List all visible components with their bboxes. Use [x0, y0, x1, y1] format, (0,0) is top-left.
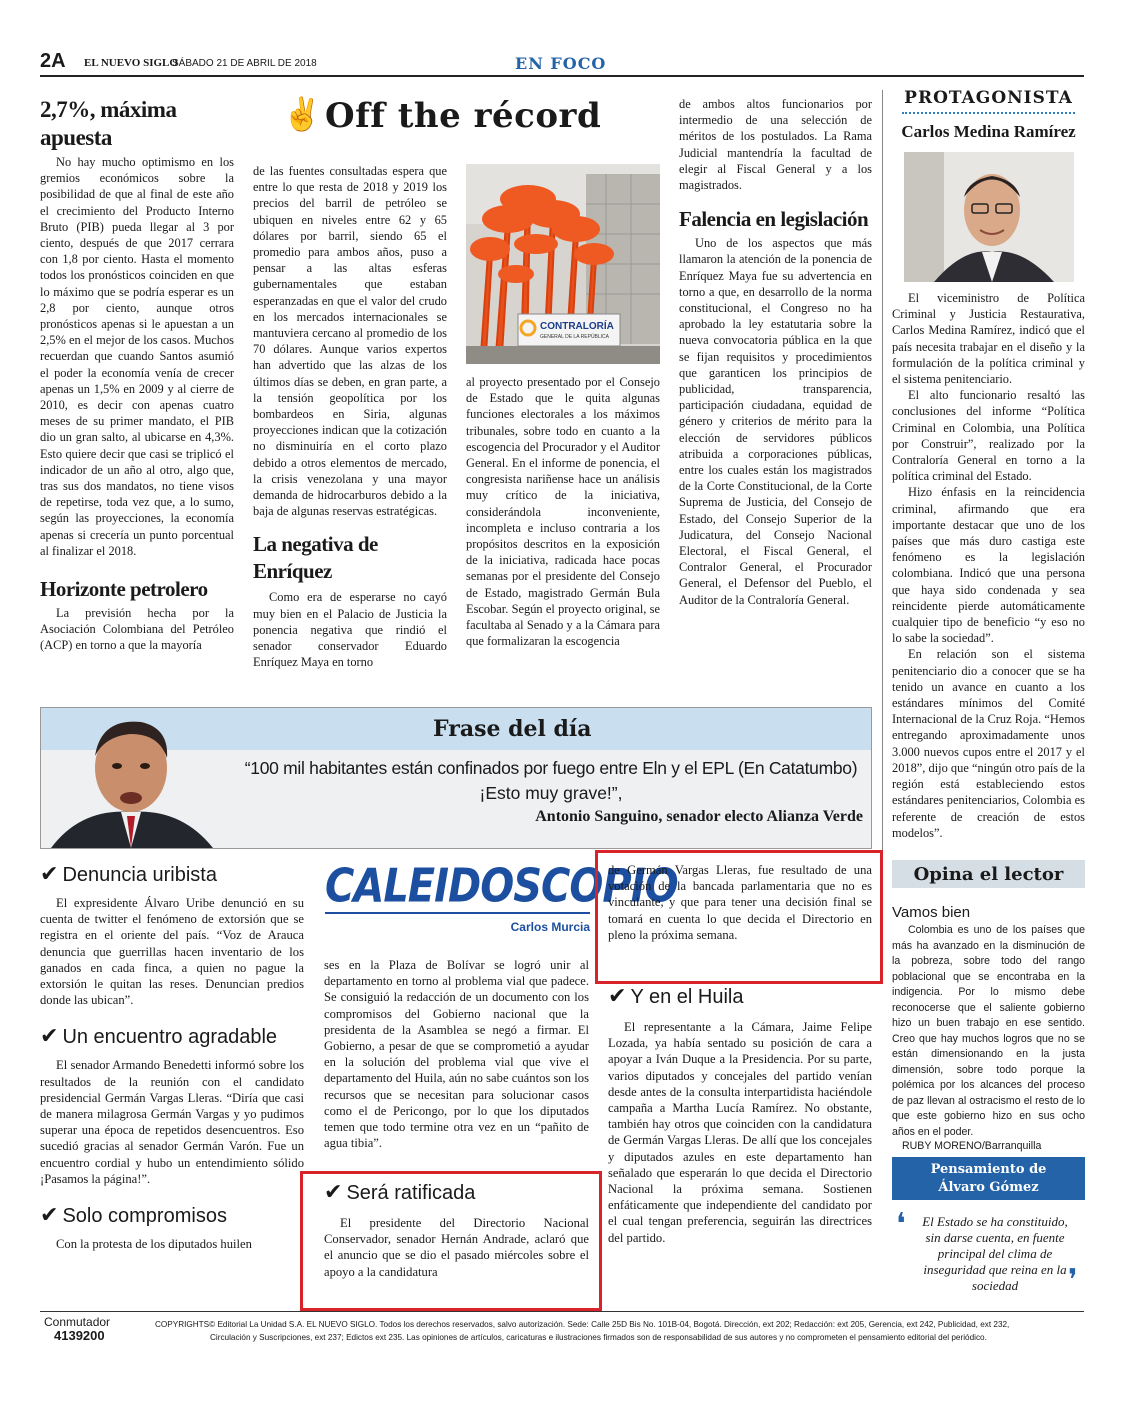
cal-s2-title: Un encuentro agradable [62, 1026, 278, 1049]
protagonista-name: Carlos Medina Ramírez [901, 122, 1076, 141]
cal-s2-body: El senador Armando Benedetti informó sobre los resultados de la reunión con el candidato presidencial Germán Vargas Lleras. “Diría que casi de manera milagrosa Germán Vargas y yo pudimos superar una época de repetidos desencuentros. Eso sucedió gracias al senador Germán Varón. Fue un encuentro cordial y hubo un entendimiento sólido ¡Pasamos la página!”. [40, 1058, 304, 1186]
body-enriquez: Como era de esperarse no cayó muy bien en el Palacio de Justicia la ponencia negativa que rindió el senador conservador Eduardo Enríquez Maya en torno [253, 590, 447, 670]
protagonista-photo [904, 152, 1074, 282]
check-icon: ✔ [40, 1023, 59, 1049]
check-icon: ✔ [40, 861, 59, 886]
protagonista-divider [902, 112, 1075, 114]
protagonista-box [892, 88, 1085, 841]
pensamiento-title-band [892, 1157, 1085, 1200]
close-quote-icon: ❜ [1068, 1263, 1078, 1298]
contraloria-sign-sub: GENERAL DE LA REPÚBLICA [540, 334, 610, 340]
caleidoscopio-rule [325, 912, 590, 914]
body-falencia-lead: de ambos altos funcionarios por intermedio de una selección de méritos de los postulados. La Rama Judicial mantendría la facultad de elegir al Fiscal General y a los magistrados. [679, 97, 872, 193]
cal-s1-body: El expresidente Álvaro Uribe denunció en su cuenta de twitter el fenómeno de extorsión que se registra en el oriente del país. “Voz de Arauca denuncia que guerrillas hacen inventario de los ganados en cada finca, a quien no pague la extorsión le quitan las reses. Denuncian predios donde las ubican”. [40, 896, 304, 1008]
check-icon: ✔ [608, 983, 627, 1008]
cal-s5 [608, 984, 872, 1246]
footer-copyright-1: COPYRIGHTS© Editorial La Unidad S.A. EL NUEVO SIGLO. Todos los derechos reservados, salvo autorización. Sede: Calle 25D Bis No. 101B-04, Bogotá. Dirección, ext 202; Redacción: ext 205, Gerencia, ext 242, Publicidad, ext 232, [155, 1320, 1010, 1329]
issue-date: SÁBADO 21 DE ABRIL DE 2018 [172, 58, 317, 69]
cal-s3-body-b: ses en la Plaza de Bolívar se logró unir al departamento en torno al problema vial que padece. Se consiguió la redacción de un documento con los compromisos del Gobierno nacional que la presidenta de la Asamblea se negó a firmar. El Gobierno, a pesar de que se comprometió a ayudar en la solución del problema vial que vive el departamento del Huila, aún no sabe cuántos son los recursos que se necesitan para solucionar casos como el de Pericongo, por lo que los diputados temen que todo termine otra vez en un “pañito de agua tibia”. [324, 958, 589, 1151]
body-pib: No hay mucho optimismo en los gremios económicos sobre la posibilidad de que al final de este año el crecimiento del Producto Interno Bruto (PIB) pueda llegar al 3 por ciento, después de que 2017 cerrara con 1,8 por ciento. Hasta el momento todos los pronósticos coinciden en que lo máximo que se podría esperar es un 2,8 por ciento, aunque otros pronósticos apenas si le apuestan a un 2,5% en el mejor de los casos. Muchos recuerdan que cuando Santos asumió el poder la economía venía de crecer apenas un 1,5% en 2009 y al cierre de 2010, es decir con apenas cuatro meses de su primer mandato, el PIB dio un gran salto, al ubicarse en 4,3%. Esto quiere decir que casi se triplicó el indicador de un año al otro, algo que, tras sus dos mandatos, no tiene visos de repetirse, toda vez que, a lo sumo, según las proyecciones, la economía apenas si crecería un punto porcentual al finalizar el 2018. [40, 155, 234, 558]
frase-del-dia-box [40, 707, 872, 849]
opina-title-band [892, 860, 1085, 888]
caleidoscopio-author: Carlos Murcia [510, 920, 590, 934]
protagonista-p2: El alto funcionario resaltó las conclusiones del informe “Política Criminal en Colombia, una Política por Construir”, realizado por la Contraloría General en torno a la política criminal del Estado. [892, 388, 1085, 484]
column-rule [882, 90, 883, 850]
paper-name: EL NUEVO SIGLO [84, 57, 178, 69]
protagonista-p3: Hizo énfasis en la reincidencia criminal, afirmando que era importante destacar que uno de los países que más duro castiga este fenómeno es la legislación colombiana. Indicó que una persona que haya sido condenada y sea reincidente pierde automáticamente cualquier tipo de beneficio “y eso no lo sabe la sociedad”. [892, 485, 1085, 646]
check-icon: ✔ [324, 1179, 343, 1204]
cal-s5-title: Y en el Huila [630, 986, 744, 1008]
article-falencia [679, 96, 872, 608]
protagonista-p1: El viceministro de Política Criminal y Justicia Restaurativa, Carlos Medina Ramírez, indicó que el país necesita trabajar en el diseño y la formulación de la política criminal y el sistema penitenciario. [892, 291, 1085, 387]
pensamiento-title-2: Álvaro Gómez [938, 1180, 1039, 1195]
cal-s4-body: El presidente del Directorio Nacional Conservador, senador Hernán Andrade, aclaró que el anuncio que se dio el pasado miércoles sobre el apoyo a la candidatura [324, 1216, 589, 1279]
headline-falencia: Falencia en legislación [679, 207, 869, 232]
cal-col-a [40, 862, 304, 1252]
cal-s3-title: Solo compromisos [62, 1205, 227, 1228]
footer-phone: 4139200 [54, 1328, 105, 1343]
headline-enriquez: La negativa de Enríquez [253, 532, 378, 584]
cal-s5-body: El representante a la Cámara, Jaime Felipe Lozada, ya había sentado su posición de cara a apoyar a Iván Duque a la Presidencia. Por su parte, varios diputados y concejales del partido venían desde antes de la consulta interpartidista haciéndole campaña a Martha Lucía Ramírez. No obstante, también hay otros que coinciden con la candidatura de Germán Vargas Lleras. De allí que los concejales y diputados azules en este departamento han señalado que esperarán lo que decida el Directorio Nacional la próxima semana. Sostienen enfáticamente que independiente del candidato por el cual tengan preferencia, seguirán las directrices del partido. [608, 1020, 872, 1245]
check-icon: ✔ [40, 1202, 59, 1228]
cal-s4-title: Será ratificada [346, 1182, 476, 1204]
opina-letter [892, 904, 1085, 1152]
section-title: EN FOCO [515, 54, 607, 73]
header-rule [40, 75, 1084, 77]
sanguino-photo [41, 708, 219, 848]
opina-title: Opina el lector [913, 864, 1064, 885]
cal-s4 [324, 1180, 589, 1280]
cal-col-b [324, 957, 589, 1151]
footer-rule [40, 1311, 1084, 1312]
opina-signature: RUBY MORENO/Barranquilla [902, 1140, 1042, 1152]
opina-body: Colombia es uno de los países que más ha avanzado en la disminución de la pobreza, sobre todo del rango poblacional que se encontraba en la indigencia. Por lo mismo debe reconocerse que el saliente gobierno hizo un buen trabajo en ese sentido. Creo que hay muchos logros que no se están dimensionando en la justa dimensión, sobre todo porque la polémica por los alcances del proceso de paz llevan al ostracismo el resto de lo que este gobierno hizo en sus ocho años en el poder. [892, 924, 1085, 1138]
frase-quote-1: “100 mil habitantes están confinados por fuego entre Eln y el EPL (En Catatumbo) [244, 758, 858, 778]
frase-title: Frase del día [433, 716, 592, 742]
cal-s1-title: Denuncia uribista [62, 864, 217, 886]
body-enriquez-cont: al proyecto presentado por el Consejo de Estado que le quita algunas funciones electorales a los máximos tribunales, sobre todo en cuanto a la escogencia del Procurador y el Auditor General. En el informe de ponencia, el congresista nariñense hace un análisis muy crítico de la iniciativa, considerándola inconveniente, incompleta e incluso contraria a los propósitos descritos en la exposición de la iniciativa, radicada hace pocas semanas por el presidente del Consejo de Estado, magistrado Germán Bula Escobar. Según el proyecto original, se facultaba al Senado y a la Cámara para que formalizaran la escogencia [466, 375, 660, 649]
footer-conmutador-label: Conmutador [44, 1315, 111, 1329]
body-petrolero-cont: de las fuentes consultadas espera que entre lo que resta de 2018 y 2019 los precios del barril de petróleo se ubiquen en niveles entre 62 y 65 dólares por barril, siendo 65 el promedio para ambos años, puso a pensar a las altas esferas gubernamentales que estaban esperanzadas en que el valor del crudo en los mercados internacionales se mantuviera cercano al promedio de los 70 dólares. Aunque varios expertos han advertido que las alzas de los últimos días se deben, en gran parte, a la tensión geopolítica por los bombardeos en Siria, algunas proyecciones indican que la cotización no disminuiría en el corto plazo debido a otros elementos de mercado, la crisis venezolana y una mayor demanda de hidrocarburos debido a la baja de algunas reservas estratégicas. [253, 164, 447, 519]
cal-s4-cont [608, 862, 872, 943]
headline-petrolero: Horizonte petrolero [40, 577, 208, 602]
opina-headline: Vamos bien [892, 904, 971, 921]
contraloria-sign: CONTRALORÍA [540, 321, 614, 332]
pensamiento-title-1: Pensamiento de [930, 1162, 1047, 1177]
cal-s4-body-cont: de Germán Vargas Lleras, fue resultado de una votación de la bancada parlamentaria que no es vinculante, y que para tener una decisión final se tomará en cuenta lo que decida el Directorio en pleno la próxima semana. [608, 863, 872, 942]
open-quote-icon: ❛ [896, 1207, 906, 1242]
protagonista-p4: En relación son el sistema penitenciario dio a conocer que se ha tenido un avance en cuanto a los estándares mínimos del Comité Internacional de la Cruz Roja. “Hemos entregando aproximadamente unos 3.000 nuevos cupos entre el 2017 y el 2018”, dijo que “ningún otro país de la región está estableciendo estos estándares penitenciarios, Colombia es referente de creación de estos modelos”. [892, 647, 1085, 840]
frase-author: Antonio Sanguino, senador electo Alianza Verde [535, 808, 863, 825]
page-number: 2A [40, 50, 66, 72]
frase-quote-2: ¡Esto muy grave!”, [479, 783, 623, 803]
footer-copyright-2: Circulación y Suscripciones, ext 237; Edictos ext 235. Las opiniones de artículos, caricaturas e ilustraciones firmados son de responsabilidad de sus autores y no comprometen el pensamiento editorial del periódico. [210, 1333, 987, 1342]
contraloria-photo [466, 164, 660, 364]
pensamiento-quote-box [892, 1207, 1085, 1300]
protagonista-label: PROTAGONISTA [904, 88, 1073, 108]
article-enriquez-cont [466, 374, 660, 649]
caleidoscopio-logo [325, 860, 678, 940]
article-pib [40, 96, 234, 654]
body-petrolero: La previsión hecha por la Asociación Colombiana del Petróleo (ACP) en torno a que la mayoría [40, 606, 234, 653]
headline-pib: 2,7%, máxima apuesta [40, 97, 177, 150]
pensamiento-quote: El Estado se ha constituido, sin darse cuenta, en fuente principal del clima de inseguridad que reina en la sociedad [922, 1214, 1068, 1293]
body-falencia: Uno de los aspectos que más llamaron la atención de la ponencia de Enríquez Maya fue su advertencia en torno a que, en desarrollo de la norma constitucional, el Congreso no ha aprobado la ley estatutaria sobre la nueva convocatoria pública en la que se fijan requisitos y procedimientos que garanticen los principios de publicidad, transparencia, participación ciudadana, equidad de género y criterios de mérito para la elección de servidores públicos atribuida a corporaciones públicas, entre los cuales están los magistrados de la Corte Constitucional, de la Corte Suprema de Justicia, del Consejo de Estado, del Consejo Superior de la Judicatura, del Consejo Nacional Electoral, el Fiscal General, el Contralor General, el Procurador General, el Defensor del Pueblo, el Auditor de la Contraloría General. [679, 236, 872, 607]
cal-s3-body-a: Con la protesta de los diputados huilen [56, 1237, 252, 1252]
peace-hand-icon: ✌ [282, 95, 322, 133]
article-petrolero-cont [253, 163, 447, 670]
caleidoscopio-title: CALEIDOSCOPIO [325, 860, 678, 913]
off-the-record-title: Off the récord [325, 96, 602, 136]
